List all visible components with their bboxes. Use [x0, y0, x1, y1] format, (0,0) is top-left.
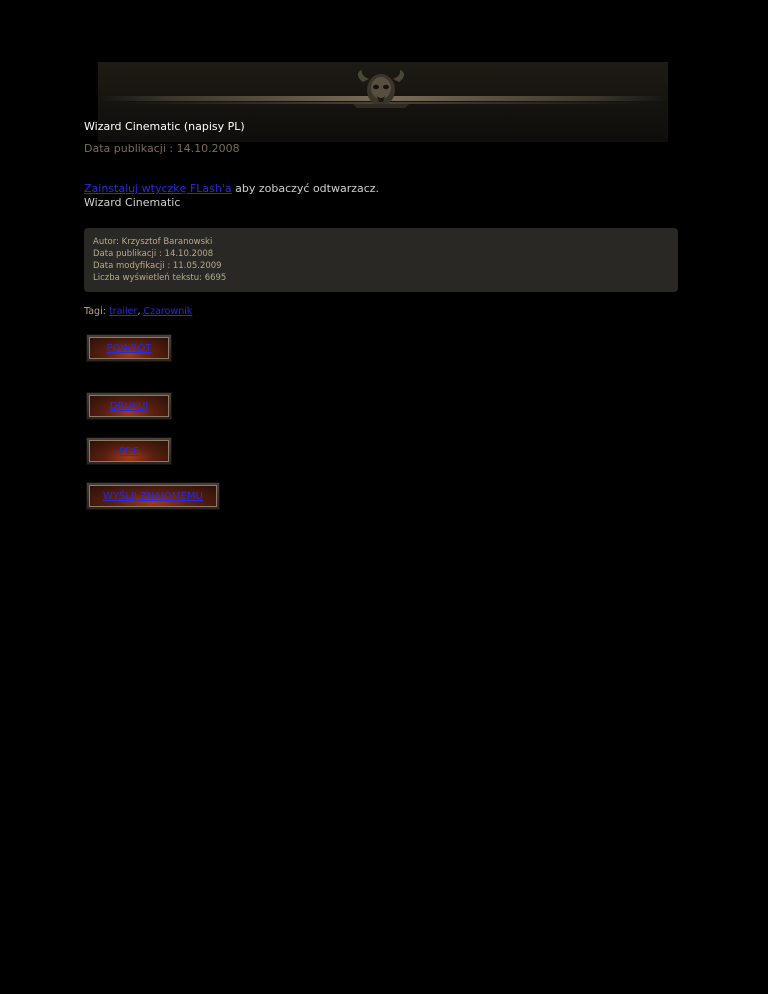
back-button-link[interactable]: POWRÓT: [106, 342, 152, 354]
tag-link-czarownik[interactable]: Czarownik: [143, 306, 193, 317]
view-count-info: Liczba wyświetleń tekstu: 6695: [93, 273, 227, 283]
author-info: Autor: Krzysztof Baranowski: [93, 237, 213, 247]
pdf-button-link[interactable]: PDF: [119, 445, 139, 457]
article-title: Wizard Cinematic (napisy PL): [84, 120, 245, 133]
send-to-friend-button[interactable]: [86, 482, 220, 510]
install-flash-link[interactable]: Zainstaluj wtyczkę FLash'a: [84, 182, 232, 195]
tag-link-trailer[interactable]: trailer: [108, 306, 138, 317]
flash-notice-text: aby zobaczyć odtwarzacz.: [231, 182, 380, 195]
send-to-friend-link[interactable]: WYŚLIJ ZNAJOMEMU: [103, 490, 203, 502]
published-info: Data publikacji : 14.10.2008: [93, 249, 214, 259]
back-button[interactable]: [86, 334, 172, 362]
tags-line: [84, 306, 192, 317]
pdf-button[interactable]: [86, 437, 172, 465]
publication-date: Data publikacji : 14.10.2008: [84, 142, 240, 155]
modified-info: Data modyfikacji : 11.05.2009: [93, 261, 222, 271]
article-info-box: [84, 228, 678, 292]
print-button-link[interactable]: DRUKUJ: [109, 400, 149, 412]
print-button[interactable]: [86, 392, 172, 420]
tags-label: Tagi:: [84, 306, 109, 317]
video-title: Wizard Cinematic: [84, 196, 181, 209]
flash-notice: [84, 182, 379, 195]
tags-separator: ,: [137, 306, 144, 317]
demon-skull-icon: [353, 68, 409, 112]
